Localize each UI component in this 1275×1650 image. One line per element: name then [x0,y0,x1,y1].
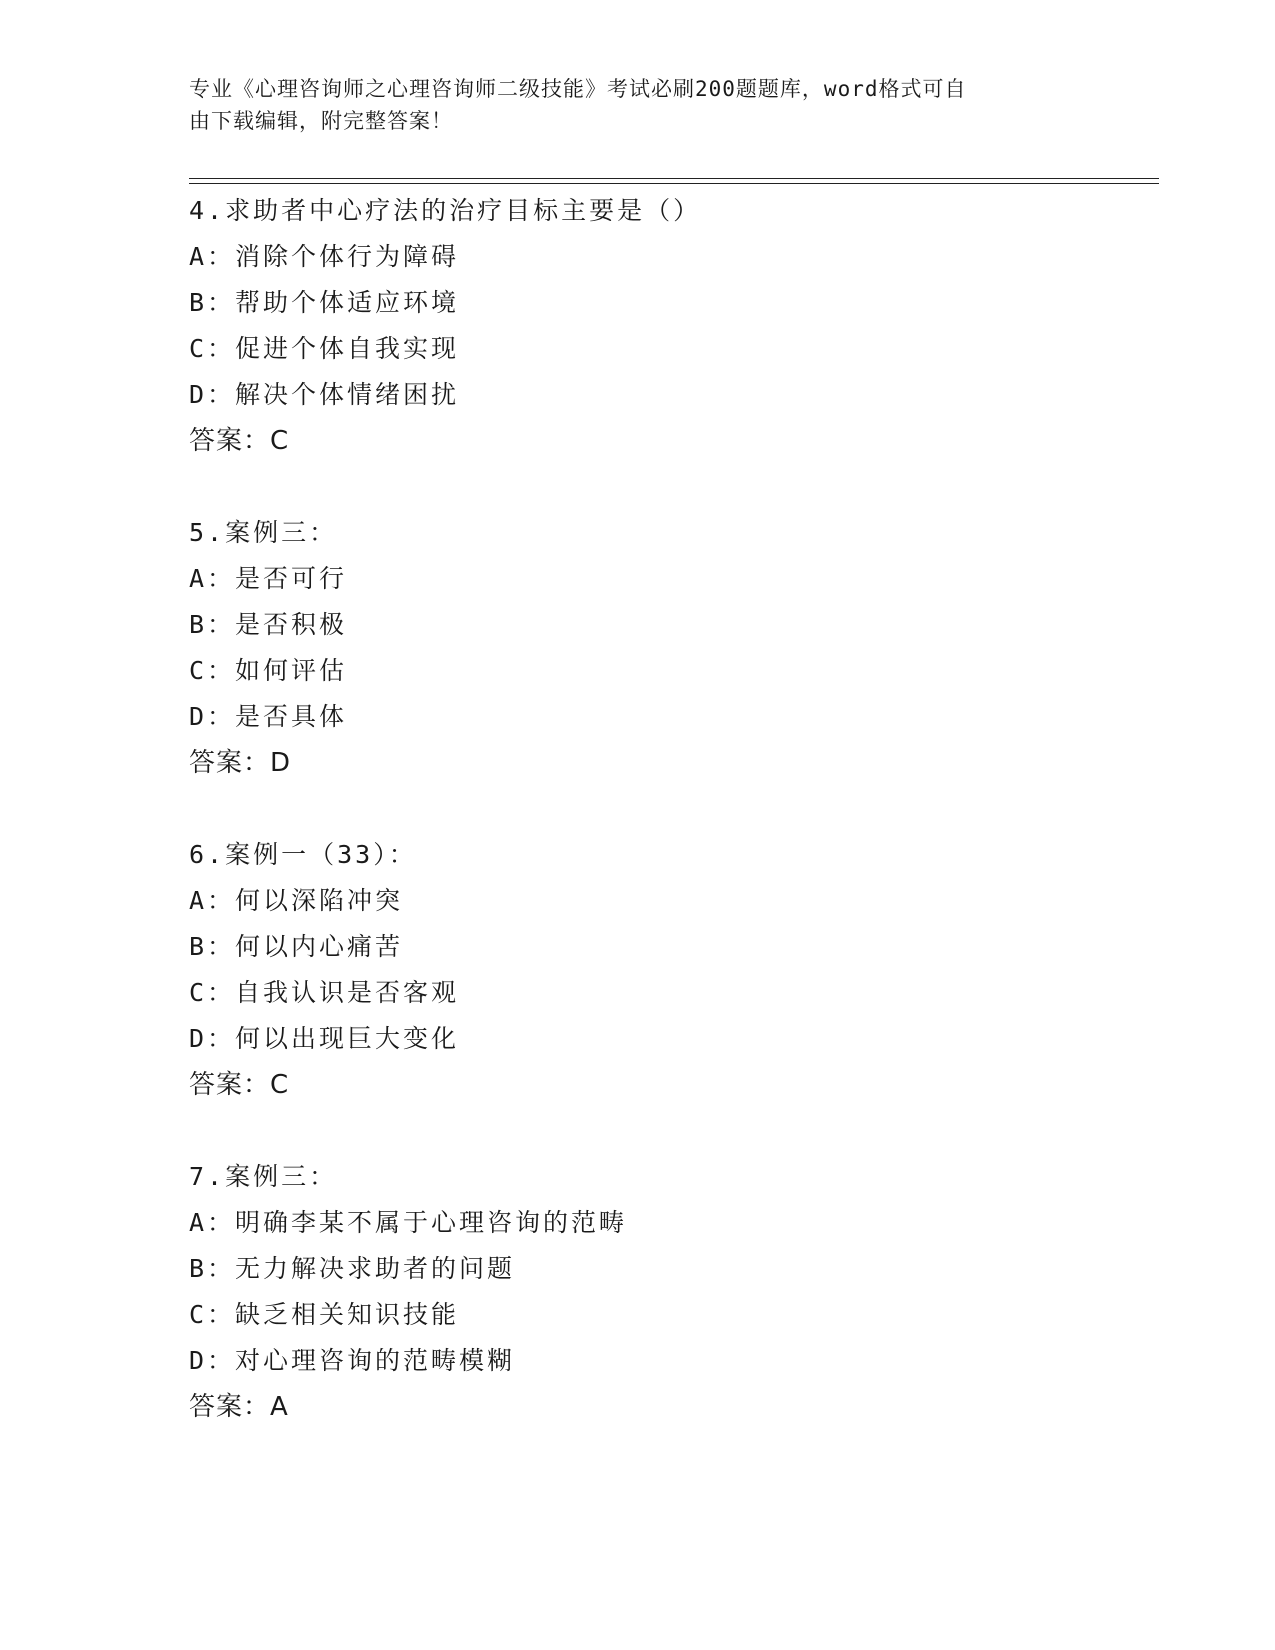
option-a: A：是否可行 [189,564,348,593]
option-b: B：无力解决求助者的问题 [189,1254,516,1283]
header-divider-bottom [189,183,1159,184]
header-line-1: 专业《心理咨询师之心理咨询师二级技能》考试必刷200题题库，word格式可自 [189,77,967,101]
option-d: D：是否具体 [189,702,348,731]
option-a: A：明确李某不属于心理咨询的范畴 [189,1208,628,1237]
option-b: B：是否积极 [189,610,348,639]
option-a: A：何以深陷冲突 [189,886,404,915]
option-b: B：何以内心痛苦 [189,932,404,961]
question-stem: 7.案例三： [189,1162,338,1191]
answer-line: 答案：A [189,1392,289,1422]
header-line-2: 由下载编辑，附完整答案！ [189,109,453,133]
option-c: C：如何评估 [189,656,348,685]
option-c: C：促进个体自我实现 [189,334,460,363]
question-item [189,832,1149,1108]
option-c: C：缺乏相关知识技能 [189,1300,460,1329]
answer-line: 答案：C [189,1070,290,1100]
question-item [189,1154,1149,1430]
answer-line: 答案：C [189,426,290,456]
question-stem: 5.案例三： [189,518,338,547]
answer-line: 答案：D [189,748,292,778]
question-stem: 6.案例一（33）： [189,840,417,869]
option-d: D：解决个体情绪困扰 [189,380,460,409]
document-header [189,73,1089,137]
option-d: D：何以出现巨大变化 [189,1024,460,1053]
question-item [189,510,1149,786]
question-stem: 4.求助者中心疗法的治疗目标主要是（） [189,196,702,225]
question-list [189,188,1149,1476]
option-a: A：消除个体行为障碍 [189,242,460,271]
header-divider-top [189,178,1159,179]
option-b: B：帮助个体适应环境 [189,288,460,317]
option-c: C：自我认识是否客观 [189,978,460,1007]
option-d: D：对心理咨询的范畴模糊 [189,1346,516,1375]
question-item [189,188,1149,464]
